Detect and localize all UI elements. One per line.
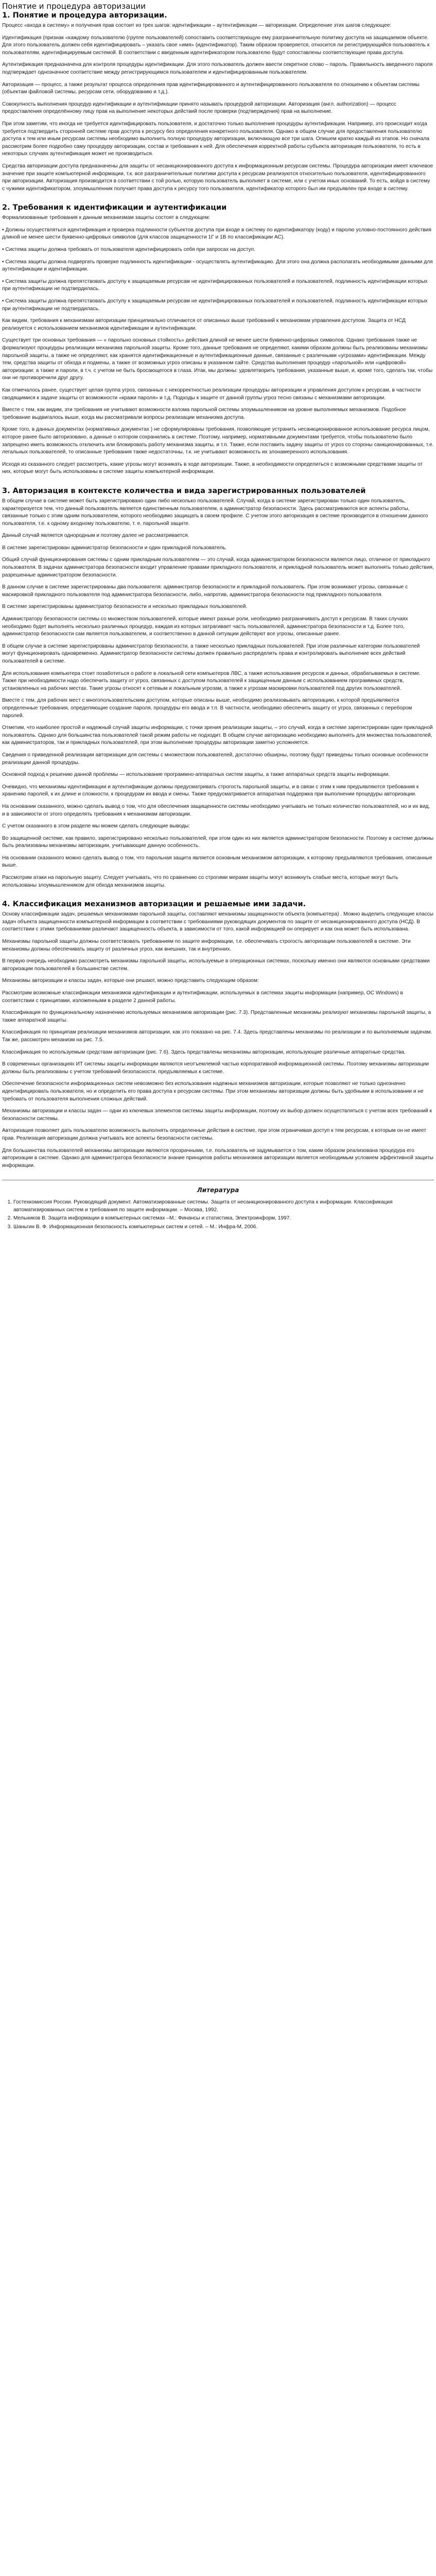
paragraph: Классификация по используемым средствам авторизации (рис. 7.6). Здесь представлены механизмы авторизации, использующие различные аппаратные средства. [2, 1049, 406, 1055]
paragraph: Администратору безопасности системы со множеством пользователей, которые имеют разные роли, необходимо разграничивать доступ к ресурсам. В таких случаях необходимо будет выполнять несколько различных процедур, каждая из которых затрагивает часть пользователей, администратора безопасности и т.д. Более того, администратор безопасности сам является пользователем, и соответственно в данной ситуации действуют все угрозы, описанные ранее. [2, 616, 408, 637]
paragraph: • Система защиты должна препятствовать доступу к защищаемым ресурсам не идентифицированных пользователей и пользователей, подлинность идентификации которых при аутентификации не подтвердилась. [2, 278, 428, 292]
paragraph: Существует три основных требования — « парольно основных стойкость» действия длиной не менее шести буквенно-цифровых символов. Однако требования также не формализуют процедуры реализации механизма парольной защиты. Кроме того, данные требования не определяют, какими образом должны быть реализованы механизмы парольной защиты, а также не определяют, как хранятся идентификационные и аутентификационные данные, связанные с различными «угрозами» идентификации. Между тем, средства защиты от обхода и подмены, а также от возможных угроз описаны в указанном сайте. Средства выполнения процедур «парольной» или «цифровой» авторизации: а также и пароли, в т.ч. с учетом не быть бросающегося в глаза. Итак, мы должны: удовлетворить требования, указанные выше, и, кроме того, сделать так, чтобы они не противоречили друг другу. [2, 337, 433, 381]
paragraph: Авторизация — процесс, а также результат процесса определения прав идентифицированного и аутентифицированного пользователя по отношению к объектам системы (объектам файловой системы, ресурсам сети, оборудованию и т.д.). [2, 81, 420, 95]
paragraph: В общем случае в системе зарегистрированы администратор безопасности, а также несколько прикладных пользователей. При этом различные категории пользователей могут функционировать одновременно. Администратор безопасности системы должен правильно распределить права и контролировать выполнение всех действий пользователей в системе. [2, 643, 420, 664]
paragraph: Основной подход к решению данной проблемы — использование программно-аппаратных систем защиты, а также аппаратных средств защиты информации. [2, 772, 390, 778]
references-title: Литература [197, 1187, 239, 1194]
sections-container [2, 11, 434, 1170]
paragraph: Аутентификация предназначена для контроля процедуры идентификации. Для этого пользователь должен ввести секретное слово – пароль. Правильность введенного пароля подтверждает однозначное соответствие между регистрирующимся пользователем и идентифицированным пользователем. [2, 62, 433, 75]
paragraph: Сведения о приведенной реализации авторизации для системы с множеством пользователей, достаточно обширны, поэтому будут приведены только основные особенности реализации данной процедуры. [2, 752, 428, 766]
paragraph: Как отмечалось ранее, существует целая группа угроз, связанных с некорректностью реализации процедуры авторизации и управления доступом к ресурсам, в частности сводящимися к задаче защиты от возможности «кражи пароля» и т.д. Подходы к защите от данной группы угроз тесно связаны с механизмами авторизации. [2, 387, 421, 401]
paragraph: • Должны осуществляться идентификация и проверка подлинности субъектов доступа при входе в систему по идентификатору (коду) и паролю условно-постоянного действия длиной не менее шести буквенно-цифровых символов (для классов защищенности 1Г и 1В по классификации АС). [2, 227, 431, 241]
paragraph: Средства авторизации доступа предназначены для защиты от несанкционированного доступа к информационным ресурсам системы. Процедура авторизации имеет ключевое значение при защите компьютерной информации, т.к. все разграничительные политики доступа к ресурсам реализуются относительно пользователя, идентифицированного при авторизации. Авторизация производится в соответствии с той ролью, которую пользователь выполняет в системе, или с учетом иных оснований. То есть, войдя в систему с чужими идентификатором, злоумышленник получает права доступа к ресурсу того пользователя, идентификатор которого был им предъявлен при входе в систему. [2, 163, 433, 192]
paragraph: Вместе с тем, для рабочих мест с многопользовательским доступом, которые описаны выше, необходимо реализовывать авторизацию, к которой предъявляются определенные требования, определяющие создание пароля, процедуры его ввода и т.п. В частности, необходимо обеспечить защиту от угроз, связанных с перебором паролей. [2, 698, 412, 719]
paragraph: Рассмотрим возможные классификации механизмов идентификации и аутентификации, используемых в системах защиты информации (например, ОС Windows) в соответствии с принципами, изложенными в разделе 2 данной работы. [2, 990, 403, 1004]
paragraph: Идентификация (признак «каждому пользователю (группе пользователей) сопоставить соответствующую ему разграничительную политику доступа на защищаемом объекте. Для этого пользователь должен себя идентифицировать – указать свое «имя» (идентификатор). Таким образом проверяется, относится ли регистрирующийся пользователь к пользователям, идентифицируемым системой. В соответствии с введенным идентификатором пользователю будут сопоставлены соответствующие права доступа. [2, 35, 430, 56]
paragraph: Отметим, что наиболее простой и надежный случай защиты информации, с точки зрения реализации защиты, – это случай, когда в системе зарегистрирован один прикладной пользователь. Однако для большинства пользователей такой режим работы не подходит. В общем случае авторизацию необходимо выполнять для множества пользователей, как администраторов, так и прикладных пользователей, при этом выполнение процедуры авторизации заметно усложняется. [2, 725, 433, 746]
section-heading: 2. Требования к идентификации и аутентификации [2, 204, 227, 212]
paragraph: Общий случай функционирования системы с одним прикладным пользователем — это случай, когда администратором безопасности является лицо, отличное от прикладного пользователя. В задачах администратора безопасности входит управление правами прикладного пользователя, и прикладной пользователь может выполнять только действия, разрешенные администратором безопасности. [2, 557, 434, 578]
section-heading: 1. Понятие и процедура авторизации. [2, 11, 167, 20]
paragraph: Совокупность выполнения процедур идентификации и аутентификации принято называть процедурой авторизации. Авторизация (англ. authorization) — процесс предоставления определённому лицу прав на выполнение некоторых действий после проверки (подтверждения) прав на выполнение. [2, 101, 396, 115]
paragraph: Формализованные требования к данным механизмам защиты состоят в следующем: [2, 215, 211, 221]
reference-item: 3. Шаньгин В. Ф. Информационная безопасность компьютерных систем и сетей. – М.: Инфра-М, 2006. [13, 1224, 434, 1231]
article-section [2, 203, 434, 476]
paragraph: Вместе с тем, как видим, эти требования не учитывают возможности взлома парольной системы злоумышленником на уровне выполняемых механизмов. Подобное требование выдвигалось выше, когда мы рассматривали вопросы реализации механизма доступа. [2, 407, 406, 420]
paragraph: При этом заметим, что иногда не требуется идентифицировать пользователя, и достаточно только выполнения процедуры аутентификации. Например, это происходит когда требуется подтвердить сторонней системе прав доступа к ресурсу без определения конкретного пользователя. Однако в общем случае для предоставления пользователю доступа к тем или иным ресурсам системы необходимо выполнить полную процедуру авторизации, включающую все три шага. Опишем кратко каждый из этапов. Но сначала рассмотрим более подробно саму процедуру авторизации, состав и требования к ней. Для обеспечения корректной работы субъекта авторизация пользователя, то есть в некоторых случаях аутентификация может не производиться. [2, 121, 430, 157]
paragraph: Во защищенной системе, как правило, зарегистрировано несколько пользователей, при этом один из них является администратором безопасности. Поэтому в системе должны быть реализованы механизмы авторизации, учитывающие данную особенность. [2, 835, 434, 849]
paragraph: Обеспечение безопасности информационных систем невозможно без использования надежных механизмов авторизации, которые позволяют не только однозначно идентифицировать пользователя, но и определить его права доступа к ресурсам системы. При этом механизмы авторизации должны быть удобными в использовании и не требовать от пользователя выполнения сложных действий. [2, 1081, 424, 1102]
paragraph: Механизмы авторизации и классы задач — одни из ключевых элементов системы защиты информации, поэтому их выбор должен осуществляться с учетом всех требований к безопасности системы. [2, 1108, 432, 1122]
references-list [2, 1199, 434, 1231]
paragraph: В общем случае в системе может быть зарегистрировано один либо несколько пользователей. Случай, когда в системе зарегистрирован только один пользователь, характеризуется тем, что данный пользователь является единственным пользователем, а администратор безопасности. Здесь рассматриваются все аспекты работы, связанные только с этим одним пользователем, которого необходимо защищать в своем профиле. С учетом этого авторизация в системе производится в отношении данного пользователя, т.е. к одному входному пользователю, т. е. парольной защите. [2, 498, 428, 527]
paragraph: Как видим, требования к механизмам авторизации принципиально отличаются от описанных выше требований к механизмам управления доступом. Защита от НСД реализуется с использованием механизмов идентификации и аутентификации. [2, 318, 406, 331]
section-heading: 3. Авторизация в контексте количества и вида зарегистрированных пользователей [2, 486, 366, 495]
paragraph: Для использования компьютера стоит позаботиться о работе в локальной сети компьютеров ЛВС, а также использования ресурсов и данных, обрабатываемых в системе. Также при необходимости надо обеспечить защиту от угроз, связанных с доступом пользователей к защищенным данным с использованием программных средств, установленных на рабочих местах. Такие угрозы относят к сетевым и локальным угрозам, а также к угрозам маскировки пользователей под других пользователей. [2, 670, 421, 691]
page-title: Понятие и процедура авторизации [2, 2, 146, 11]
reference-item: 2. Мельников В. Защита информации в компьютерных системах –М.: Финансы и статистика, Электроинформ, 1997. [13, 1215, 434, 1223]
paragraph: • Система защиты должна препятствовать доступу к защищаемым ресурсам не идентифицированных пользователей и пользователей, подлинность идентификации которых при аутентификации не подтвердилась. [2, 298, 428, 312]
paragraph: Механизмы авторизации и классы задач, которые они решают, можно представить следующим образом: [2, 978, 259, 984]
paragraph: • Система защиты должна требовать от пользователя идентифицировать себя при запросах на доступ. [2, 247, 255, 253]
paragraph: Данный случай является однородным и поэтому далее не рассматривается. [2, 533, 189, 539]
paragraph: Рассмотрим атаки на парольную защиту. Следует учитывать, что по сравнению со строгими мерами защиты могут возникнуть слабые места, которые могут быть использованы злоумышленником для обхода механизмов защиты. [2, 875, 398, 888]
paragraph: • Система защиты должна подвергать проверке подлинность идентификации - осуществлять аутентификацию. Для этого она должна располагать необходимыми данными для аутентификации и идентификации. [2, 259, 433, 273]
paragraph: В современных организациях ИТ системы защиты информации являются неотъемлемой частью корпоративной информационной системы. Поэтому механизмы авторизации должны быть реализованы с учетом требований безопасности, предъявляемых к системе. [2, 1061, 429, 1075]
article [0, 2, 436, 1241]
paragraph: Классификация по принципам реализации механизмов авторизации, как это показано на рис. 7.4. Здесь представлены механизмы по реализации и по выполняемым задачам. Так же, рассмотрен механизм на рис. 7.5. [2, 1029, 432, 1043]
paragraph: Процесс «входа в систему» и получения прав состоит из трех шагов: идентификации – аутентификации — авторизации. Определение этих шагов следующее: [2, 23, 392, 28]
paragraph: Исходя из сказанного следует рассмотреть, какие угрозы могут возникать в ходе авторизации. Также, в необходимости определиться с возможными средствами защиты от них, которые могут быть использованы в системе защиты компьютерной информации. [2, 461, 423, 475]
paragraph: В системе зарегистрированы администратор безопасности и несколько прикладных пользователей. [2, 604, 248, 610]
paragraph: Кроме того, в данных документах (нормативных документах ) не сформулированы требования, позволяющие устранить несанкционированное использование ресурса лицом, которое ранее было авторизовано, а данные о котором сохранились в системе. Поэтому, например, нормативными документами требуется, чтобы пользователю было запрещено иметь возможность отключить или блокировать работу механизма защиты, и т.п. Также, если поставить задачу защиты от угроз со стороны санкционированных, т.е. легальных пользователей, то описанные требования также недостаточны, т.к. не учитывают возможность их злонамеренного использования. [2, 427, 434, 455]
paragraph: Классификация по функциональному назначению используемых механизмов авторизации (рис. 7.3). Представленные механизмы реализуют механизмы парольной защиты, а также аппаратной защиты. [2, 1010, 431, 1023]
paragraph: Для большинства пользователей механизмы авторизации являются прозрачными, т.е. пользователь не задумывается о том, каким образом реализована процедура его авторизации в системе. Однако для администратора безопасности знание принципов работы механизмов авторизации является необходимым условием эффективной защиты информации. [2, 1147, 433, 1168]
paragraph: Основу классификации задач, решаемых механизмами парольной защиты, составляют механизмы защищенности объекта (компьютера) . Можно выделить следующие классы задач объекта защищенности компьютерной информации в соответствии с требованиями руководящих документов по защите от несанкционированного доступа (НСД). В соответствии с этими требованиями различают защищенность объекта, в зависимости от того, какой информацией он оперирует и как она может быть использована. [2, 911, 433, 933]
paragraph: В первую очередь необходимо рассмотреть механизмы парольной защиты, используемые в операционных системах, поскольку именно они являются основными средствами авторизации пользователей в большинстве систем. [2, 958, 430, 972]
paragraph: На основании сказанного можно сделать вывод о том, что парольная защита является основным механизмом авторизации, к которому предъявляются требования, описанные выше. [2, 855, 432, 869]
article-section [2, 11, 434, 193]
paragraph: В системе зарегистрирован администратор безопасности и один прикладной пользователь. [2, 545, 227, 551]
section-heading: 4. Классификация механизмов авторизации и решаемые ими задачи. [2, 900, 306, 909]
paragraph: Очевидно, что механизмы идентификации и аутентификации должны предусматривать строгость парольной защиты, и в связи с этим к ним предъявляются требования к хранению паролей, к их длине и сложности, к процедурам их ввода и смены. Также предусматривается аппаратная поддержка при выполнении процедуры авторизации. [2, 784, 419, 798]
paragraph: В данном случае в системе зарегистрированы два пользователя: администратор безопасности и прикладной пользователь. При этом возникают угрозы, связанные с маскировкой прикладного пользователя под администратора безопасности, либо, напротив, администратора безопасности под прикладного пользователя. [2, 584, 408, 598]
article-section [2, 900, 434, 1170]
paragraph: С учетом сказанного в этом разделе мы можем сделать следующие выводы: [2, 823, 190, 829]
reference-item: 1. Гостехкомиссия России. Руководящий документ. Автоматизированные системы. Защита от несанкционированного доступа к информации. Классификация автоматизированных систем и требования по защите информации. – Москва, 1992. [13, 1199, 434, 1214]
paragraph: Механизмы парольной защиты должны соответствовать требованиям по защите информации, т.е. обеспечивать строгость авторизации пользователей в системе. Эти механизмы должны обеспечивать защиту от различных угроз, как внешних, так и внутренних. [2, 939, 411, 952]
paragraph: На основании сказанного, можно сделать вывод о том, что для обеспечения защищенности системы необходимо учитывать не только количество пользователей, но и их вид, и в зависимости от этого определять требования к механизмам авторизации. [2, 803, 430, 817]
paragraph: Авторизация позволяет дать пользователю возможность выполнять определенные действия в системе, при этом ограничивая доступ к тем ресурсам, к которым он не имеет прав. Реализация авторизации должна учитывать все аспекты безопасности системы. [2, 1128, 427, 1141]
article-section [2, 486, 434, 889]
